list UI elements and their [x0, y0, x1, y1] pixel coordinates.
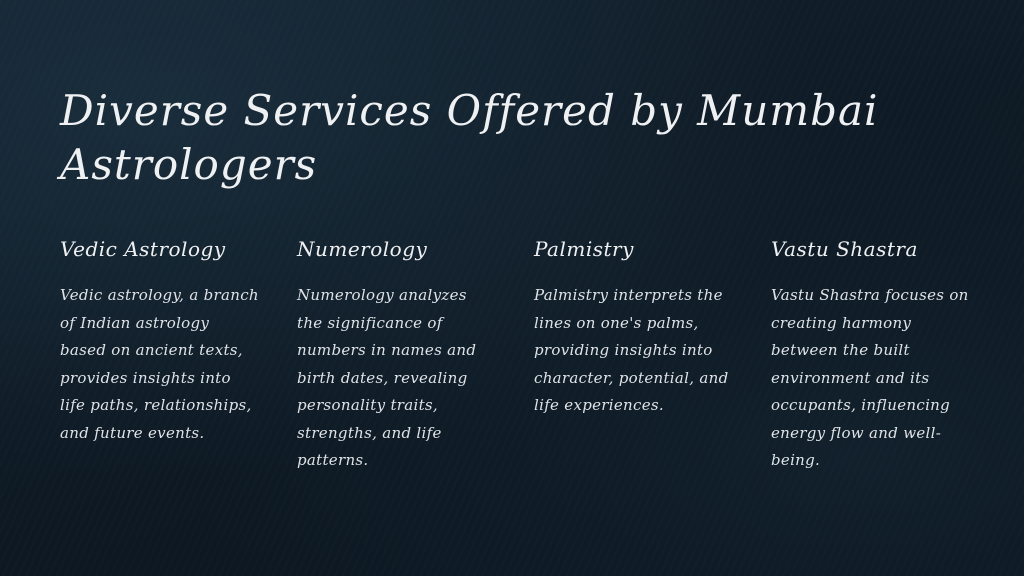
service-card-numerology [297, 234, 497, 475]
slide-title: Diverse Services Offered by Mumbai Astrologers [60, 86, 879, 189]
service-description: Vedic astrology, a branch of Indian astrology based on ancient texts, provides insights into life paths, relationships, and future events. [60, 286, 259, 442]
service-description: Numerology analyzes the significance of numbers in names and birth dates, revealing personality traits, strengths, and life patterns. [297, 286, 477, 469]
service-heading: Vastu Shastra [771, 237, 918, 261]
service-card-vedic-astrology [60, 234, 260, 447]
service-heading: Numerology [297, 237, 428, 261]
service-heading: Palmistry [534, 237, 634, 261]
service-description: Vastu Shastra focuses on creating harmony between the built environment and its occupants, influencing energy flow and well-being. [771, 286, 969, 469]
services-grid [60, 234, 980, 494]
service-heading: Vedic Astrology [60, 237, 226, 261]
service-description: Palmistry interprets the lines on one's palms, providing insights into character, potential, and life experiences. [534, 286, 729, 414]
service-card-palmistry [534, 234, 734, 420]
service-card-vastu-shastra [771, 234, 971, 475]
